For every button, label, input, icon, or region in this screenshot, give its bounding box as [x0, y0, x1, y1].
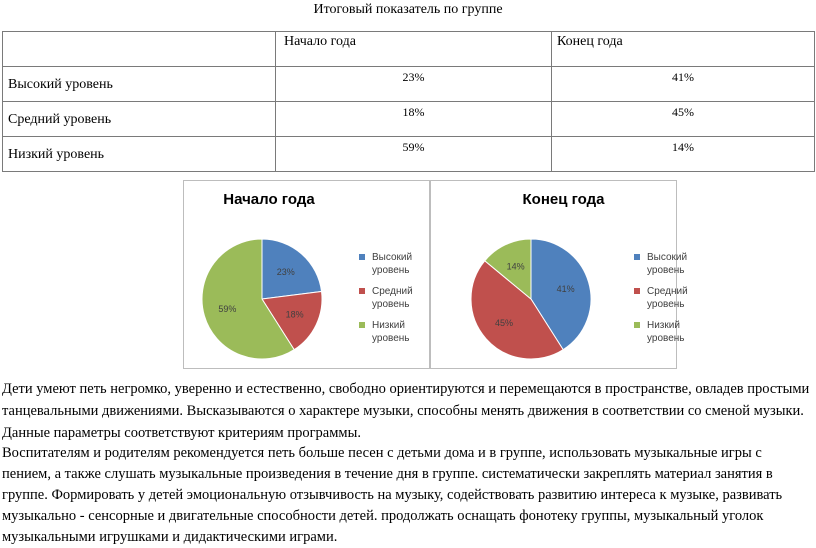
start-value: 59%: [276, 137, 552, 172]
table-header-cell: Конец года: [552, 32, 815, 67]
table-row: [3, 137, 815, 172]
end-value: 41%: [552, 67, 815, 102]
end-value: 14%: [552, 137, 815, 172]
pie-data-label: 59%: [218, 304, 237, 315]
row-label: Низкий уровень: [3, 137, 276, 172]
legend-swatch: [634, 288, 640, 294]
pie-chart-start: [183, 180, 430, 369]
pie-data-label: 41%: [556, 283, 575, 294]
table-header-row: [3, 32, 815, 67]
pie-data-label: 45%: [494, 317, 514, 328]
start-value: 23%: [276, 67, 552, 102]
legend-item: [634, 251, 688, 285]
legend-label: уровень: [647, 333, 685, 344]
results-table: [2, 31, 815, 172]
legend-label: уровень: [647, 299, 685, 310]
paragraph-conclusion: Дети умеют петь негромко, уверенно и естественно, свободно ориентируются и перемещаются в пространстве, овладев простыми танцевальными движениями. Высказываются о характере музыки, способны менять движения в соответствии со сменой музыки. Данные параметры соответствуют критериям программы.: [2, 381, 810, 441]
row-label: Высокий уровень: [3, 67, 276, 102]
legend-swatch: [634, 322, 640, 328]
table-header-cell: [3, 32, 276, 67]
legend-item: [359, 319, 413, 353]
legend-swatch: [359, 322, 365, 328]
legend-swatch: [359, 254, 365, 260]
legend-item: [634, 285, 688, 319]
legend-label: Низкий: [372, 320, 405, 331]
start-value: 18%: [276, 102, 552, 137]
legend-label: Низкий: [647, 320, 680, 331]
pie-data-label: 18%: [285, 309, 304, 320]
legend-label: уровень: [647, 265, 685, 276]
pie-data-label: 23%: [276, 266, 295, 277]
legend-label: Высокий: [372, 252, 413, 263]
chart-legend: [359, 251, 413, 353]
table-row: [3, 67, 815, 102]
page-title: Итоговый показатель по группе: [313, 2, 503, 17]
pie-data-label: 14%: [506, 261, 525, 272]
chart-title: Начало года: [223, 191, 315, 208]
chart-title: Конец года: [522, 191, 605, 208]
legend-label: уровень: [372, 299, 410, 310]
legend-label: уровень: [372, 333, 410, 344]
legend-label: уровень: [372, 265, 410, 276]
row-label: Средний уровень: [3, 102, 276, 137]
legend-label: Средний: [647, 286, 688, 297]
legend-item: [359, 251, 413, 285]
legend-label: Высокий: [647, 252, 688, 263]
legend-swatch: [634, 254, 640, 260]
paragraph-recommendations: Воспитателям и родителям рекомендуется петь больше песен с детьми дома и в группе, использовать музыкальные игры с пением, а также слушать музыкальные произведения в течение дня в группе. систематически закреплять материал занятия в группе. Формировать у детей эмоциональную отзывчивость на музыку, содействовать развитию интереса к музыке, развивать музыкально - сенсорные и двигательные способности детей. продолжать оснащать фонотеку группы, музыкальный уголок музыкальными игрушками и дидактическими играми.: [2, 445, 783, 545]
chart-legend: [634, 251, 688, 353]
table-header-cell: Начало года: [276, 32, 552, 67]
table-row: [3, 102, 815, 137]
end-value: 45%: [552, 102, 815, 137]
pie-chart-end: [430, 180, 688, 369]
legend-item: [359, 285, 413, 319]
legend-label: Средний: [372, 286, 413, 297]
legend-item: [634, 319, 688, 353]
legend-swatch: [359, 288, 365, 294]
